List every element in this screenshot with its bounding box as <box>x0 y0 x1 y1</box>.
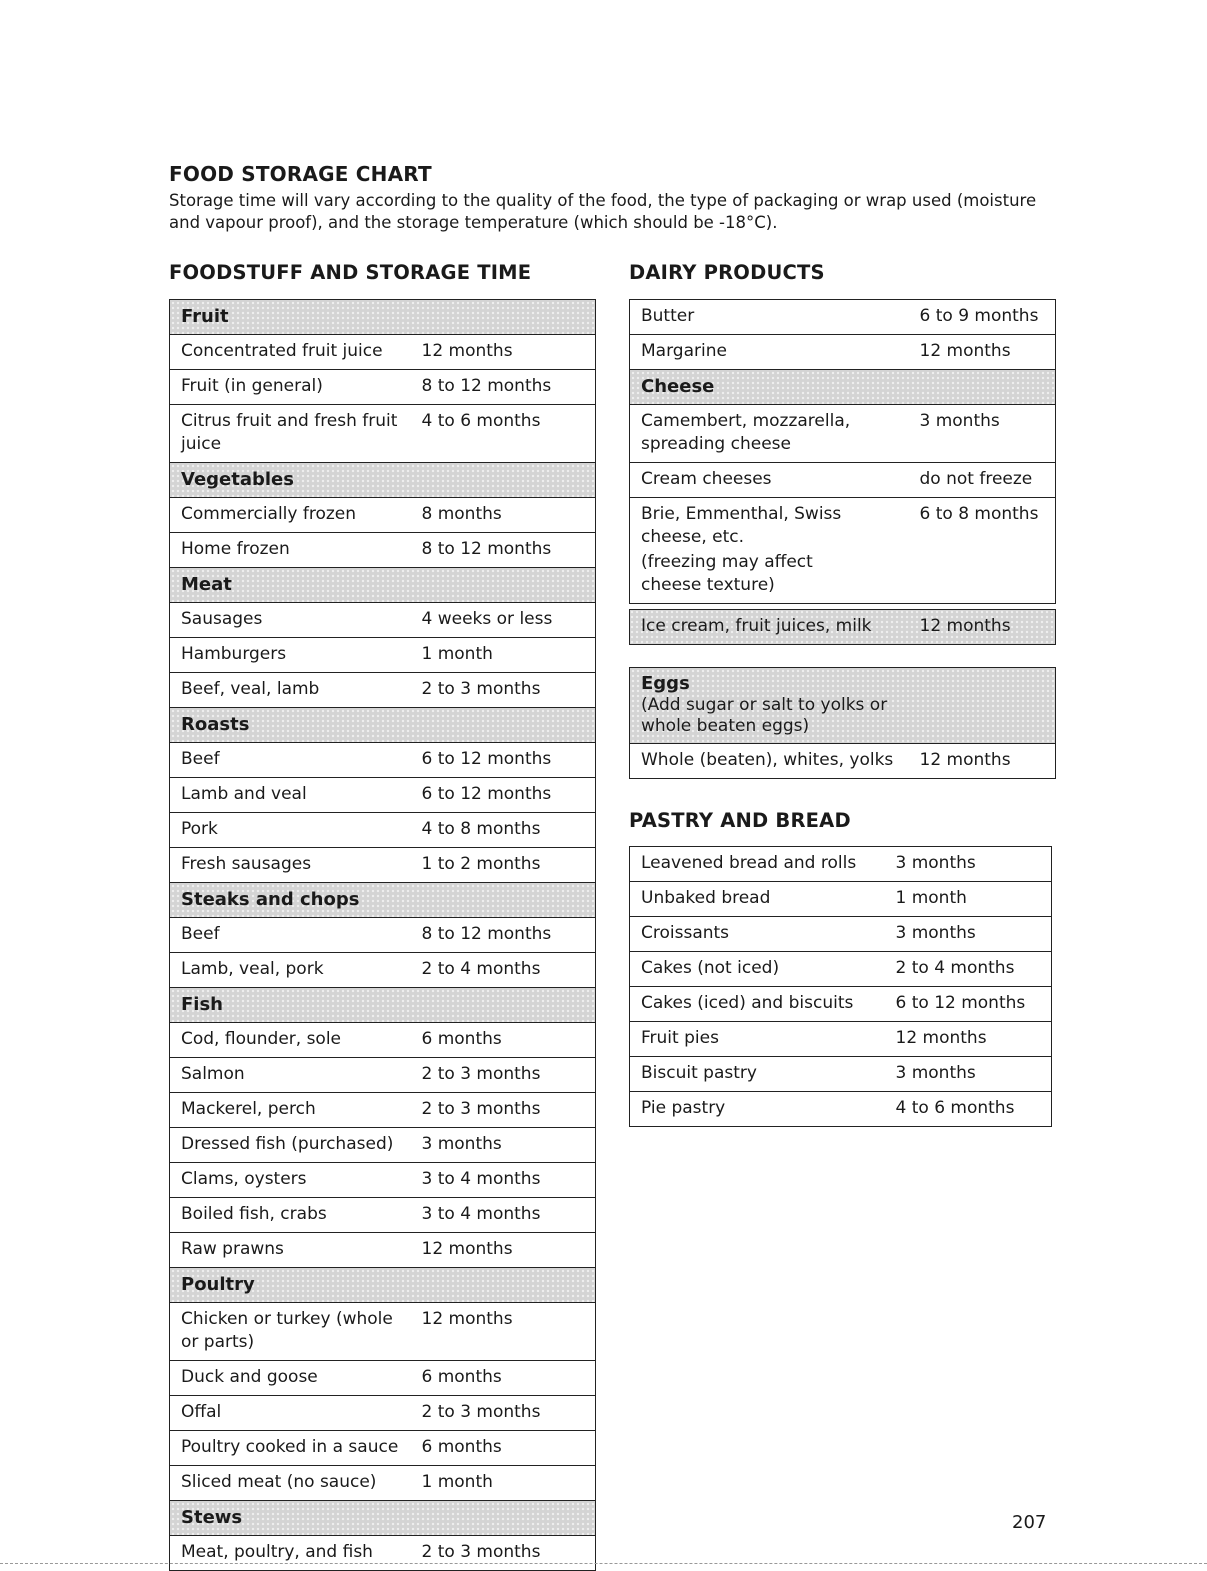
item-label: Croissants <box>641 923 730 943</box>
category-header: Poultry <box>170 1268 596 1303</box>
time-cell: 1 month <box>888 882 1052 917</box>
time-cell: 4 to 6 months <box>888 1092 1052 1127</box>
item-cell <box>170 1233 414 1268</box>
table-row <box>170 1058 596 1093</box>
item-label: Cakes (iced) and biscuits <box>641 993 854 1013</box>
time-cell: 12 months <box>912 744 1056 779</box>
category-header: Meat <box>170 568 596 603</box>
item-label: Pork <box>181 819 218 839</box>
table-row <box>170 1431 596 1466</box>
dairy-table <box>629 299 1056 604</box>
table-row <box>170 813 596 848</box>
category-header: Fish <box>170 988 596 1023</box>
category-header-row <box>170 463 596 498</box>
time-cell: 6 to 12 months <box>414 743 596 778</box>
table-row <box>170 1233 596 1268</box>
time-cell: 3 months <box>888 1057 1052 1092</box>
dairy-heading: DAIRY PRODUCTS <box>629 261 825 284</box>
item-label: Hamburgers <box>181 644 287 664</box>
page-title: FOOD STORAGE CHART <box>169 162 432 186</box>
item-cell <box>170 603 414 638</box>
intro-text: Storage time will vary according to the quality of the food, the type of packaging or wrap used (moisture and vapour proof), and the storage temperature (which should be -18°C). <box>169 191 1037 232</box>
time-cell: 2 to 3 months <box>414 1058 596 1093</box>
table-row <box>170 533 596 568</box>
table-row <box>630 463 1056 498</box>
time-cell: 12 months <box>414 335 596 370</box>
time-cell: 2 to 3 months <box>414 673 596 708</box>
item-label: Cream cheeses <box>641 469 772 489</box>
eggs-header-row <box>630 668 1056 744</box>
item-label: Lamb, veal, pork <box>181 959 324 979</box>
table-row <box>170 1303 596 1361</box>
table-row <box>630 498 1056 604</box>
time-cell: 6 months <box>414 1361 596 1396</box>
foodstuff-table <box>169 299 596 1571</box>
item-label: Poultry cooked in a sauce <box>181 1437 399 1457</box>
time-cell: 3 months <box>888 917 1052 952</box>
category-header-row <box>170 988 596 1023</box>
table-row <box>170 673 596 708</box>
item-cell <box>170 1058 414 1093</box>
table-row <box>170 405 596 463</box>
time-cell: 2 to 4 months <box>414 953 596 988</box>
item-label: Unbaked bread <box>641 888 771 908</box>
item-cell <box>170 1128 414 1163</box>
item-cell <box>170 848 414 883</box>
category-header-row <box>170 1501 596 1536</box>
time-cell: 12 months <box>912 335 1056 370</box>
time-cell: 3 to 4 months <box>414 1163 596 1198</box>
item-cell <box>170 1198 414 1233</box>
time-cell: 3 to 4 months <box>414 1198 596 1233</box>
time-cell: 2 to 3 months <box>414 1396 596 1431</box>
table-row <box>170 918 596 953</box>
item-cell <box>170 370 414 405</box>
item-label: Margarine <box>641 341 727 361</box>
time-cell: 6 to 12 months <box>888 987 1052 1022</box>
eggs-note: (Add sugar or salt to yolks or whole beaten eggs) <box>641 695 888 736</box>
item-cell <box>170 1361 414 1396</box>
time-cell: 4 weeks or less <box>414 603 596 638</box>
time-cell: 2 to 4 months <box>888 952 1052 987</box>
table-row <box>170 1466 596 1501</box>
item-cell <box>630 498 912 604</box>
category-header-row <box>170 883 596 918</box>
table-row <box>170 1198 596 1233</box>
item-cell <box>630 882 888 917</box>
item-cell <box>170 335 414 370</box>
table-row <box>630 335 1056 370</box>
item-label: Brie, Emmenthal, Swiss cheese, etc. <box>641 504 842 547</box>
item-cell: Whole (beaten), whites, yolks <box>630 744 912 779</box>
time-cell: 4 to 8 months <box>414 813 596 848</box>
item-label: Dressed fish (purchased) <box>181 1134 394 1154</box>
category-header: Cheese <box>630 370 1056 405</box>
item-cell <box>170 1536 414 1571</box>
table-row <box>630 300 1056 335</box>
item-label: Mackerel, perch <box>181 1099 316 1119</box>
item-cell: Ice cream, fruit juices, milk <box>641 616 872 636</box>
item-cell <box>170 405 414 463</box>
item-cell <box>630 335 912 370</box>
table-row <box>630 917 1052 952</box>
time-cell: 4 to 6 months <box>414 405 596 463</box>
item-cell <box>630 847 888 882</box>
item-note: (freezing may affect cheese texture) <box>641 552 813 595</box>
time-cell: 3 months <box>414 1128 596 1163</box>
item-label: Biscuit pastry <box>641 1063 757 1083</box>
table-row <box>630 882 1052 917</box>
item-cell <box>630 300 912 335</box>
item-label: Beef, veal, lamb <box>181 679 320 699</box>
pastry-table <box>629 846 1052 1127</box>
ice-cream-table <box>629 609 1056 645</box>
table-row <box>170 603 596 638</box>
table-row <box>630 1092 1052 1127</box>
item-label: Citrus fruit and fresh fruit juice <box>181 411 398 454</box>
table-row <box>170 1361 596 1396</box>
table-row <box>170 498 596 533</box>
item-label: Butter <box>641 306 695 326</box>
category-header-row <box>170 300 596 335</box>
table-row <box>170 1128 596 1163</box>
item-cell <box>170 1396 414 1431</box>
item-cell <box>170 918 414 953</box>
time-cell: 6 to 9 months <box>919 306 1039 326</box>
item-cell <box>170 673 414 708</box>
time-cell: 12 months <box>414 1233 596 1268</box>
table-row <box>170 1396 596 1431</box>
time-cell: 6 months <box>414 1023 596 1058</box>
item-label: Cakes (not iced) <box>641 958 780 978</box>
item-cell <box>630 1057 888 1092</box>
time-cell: 3 months <box>912 405 1056 463</box>
table-row <box>630 952 1052 987</box>
item-label: Raw prawns <box>181 1239 284 1259</box>
table-row <box>630 987 1052 1022</box>
table-row <box>630 610 1056 645</box>
item-cell <box>170 533 414 568</box>
table-row <box>170 638 596 673</box>
foodstuff-heading: FOODSTUFF AND STORAGE TIME <box>169 261 532 284</box>
table-row <box>170 335 596 370</box>
item-cell <box>170 813 414 848</box>
category-header: Roasts <box>170 708 596 743</box>
time-cell: 1 month <box>414 638 596 673</box>
table-row <box>170 1093 596 1128</box>
item-label: Fruit pies <box>641 1028 719 1048</box>
item-cell <box>630 952 888 987</box>
table-row <box>630 1057 1052 1092</box>
item-label: Pie pastry <box>641 1098 726 1118</box>
bottom-rule <box>0 1563 1207 1564</box>
pastry-heading: PASTRY AND BREAD <box>629 809 851 832</box>
time-cell: 12 months <box>919 616 1011 636</box>
category-header-row <box>170 568 596 603</box>
time-cell: 8 months <box>414 498 596 533</box>
item-label: Cod, flounder, sole <box>181 1029 342 1049</box>
item-cell <box>630 917 888 952</box>
item-label: Duck and goose <box>181 1367 318 1387</box>
time-cell: 8 to 12 months <box>414 918 596 953</box>
item-cell <box>170 498 414 533</box>
time-cell: 6 to 8 months <box>912 498 1056 604</box>
time-cell: 2 to 3 months <box>414 1536 596 1571</box>
time-cell: 6 to 12 months <box>414 778 596 813</box>
category-header-row <box>630 370 1056 405</box>
item-label: Clams, oysters <box>181 1169 307 1189</box>
item-label: Boiled fish, crabs <box>181 1204 327 1224</box>
eggs-title: Eggs <box>641 673 690 694</box>
table-row <box>170 1163 596 1198</box>
time-cell: 1 month <box>414 1466 596 1501</box>
time-cell: 12 months <box>414 1303 596 1361</box>
item-cell <box>630 463 912 498</box>
time-cell: 6 months <box>414 1431 596 1466</box>
item-cell <box>630 1022 888 1057</box>
item-cell <box>170 1431 414 1466</box>
item-cell <box>630 987 888 1022</box>
item-cell <box>170 743 414 778</box>
table-row <box>630 1022 1052 1057</box>
table-row <box>630 744 1056 779</box>
item-cell <box>170 1466 414 1501</box>
category-header: Stews <box>170 1501 596 1536</box>
time-cell: 1 to 2 months <box>414 848 596 883</box>
item-label: Camembert, mozzarella, spreading cheese <box>641 411 851 454</box>
time-cell: 8 to 12 months <box>414 533 596 568</box>
item-label: Offal <box>181 1402 222 1422</box>
time-cell: do not freeze <box>912 463 1056 498</box>
table-row <box>170 778 596 813</box>
time-cell: 8 to 12 months <box>414 370 596 405</box>
table-row <box>170 1536 596 1571</box>
item-label: Lamb and veal <box>181 784 307 804</box>
eggs-table <box>629 667 1056 779</box>
item-label: Fruit (in general) <box>181 376 323 396</box>
table-row <box>630 847 1052 882</box>
item-label: Sliced meat (no sauce) <box>181 1472 377 1492</box>
category-header: Vegetables <box>170 463 596 498</box>
table-row <box>170 1023 596 1058</box>
item-label: Fresh sausages <box>181 854 312 874</box>
item-label: Chicken or turkey (whole or parts) <box>181 1309 393 1352</box>
table-row <box>170 370 596 405</box>
table-row <box>170 743 596 778</box>
time-cell: 12 months <box>888 1022 1052 1057</box>
item-cell <box>170 1303 414 1361</box>
page-number: 207 <box>1012 1512 1047 1533</box>
item-cell <box>170 1163 414 1198</box>
item-cell <box>170 1023 414 1058</box>
table-row <box>170 848 596 883</box>
item-label: Meat, poultry, and fish <box>181 1542 373 1562</box>
item-label: Sausages <box>181 609 263 629</box>
category-header: Steaks and chops <box>170 883 596 918</box>
item-label: Leavened bread and rolls <box>641 853 857 873</box>
category-header-row <box>170 708 596 743</box>
item-cell <box>170 1093 414 1128</box>
time-cell: 3 months <box>895 853 976 873</box>
item-cell <box>630 405 912 463</box>
item-label: Salmon <box>181 1064 245 1084</box>
item-cell <box>630 1092 888 1127</box>
item-cell <box>170 638 414 673</box>
category-header: Fruit <box>170 300 596 335</box>
category-header-row <box>170 1268 596 1303</box>
item-label: Beef <box>181 924 220 944</box>
table-row <box>170 953 596 988</box>
item-label: Commercially frozen <box>181 504 357 524</box>
time-cell: 2 to 3 months <box>414 1093 596 1128</box>
table-row <box>630 405 1056 463</box>
item-label: Beef <box>181 749 220 769</box>
item-cell <box>170 778 414 813</box>
item-label: Home frozen <box>181 539 290 559</box>
item-cell <box>170 953 414 988</box>
item-label: Concentrated fruit juice <box>181 341 383 361</box>
